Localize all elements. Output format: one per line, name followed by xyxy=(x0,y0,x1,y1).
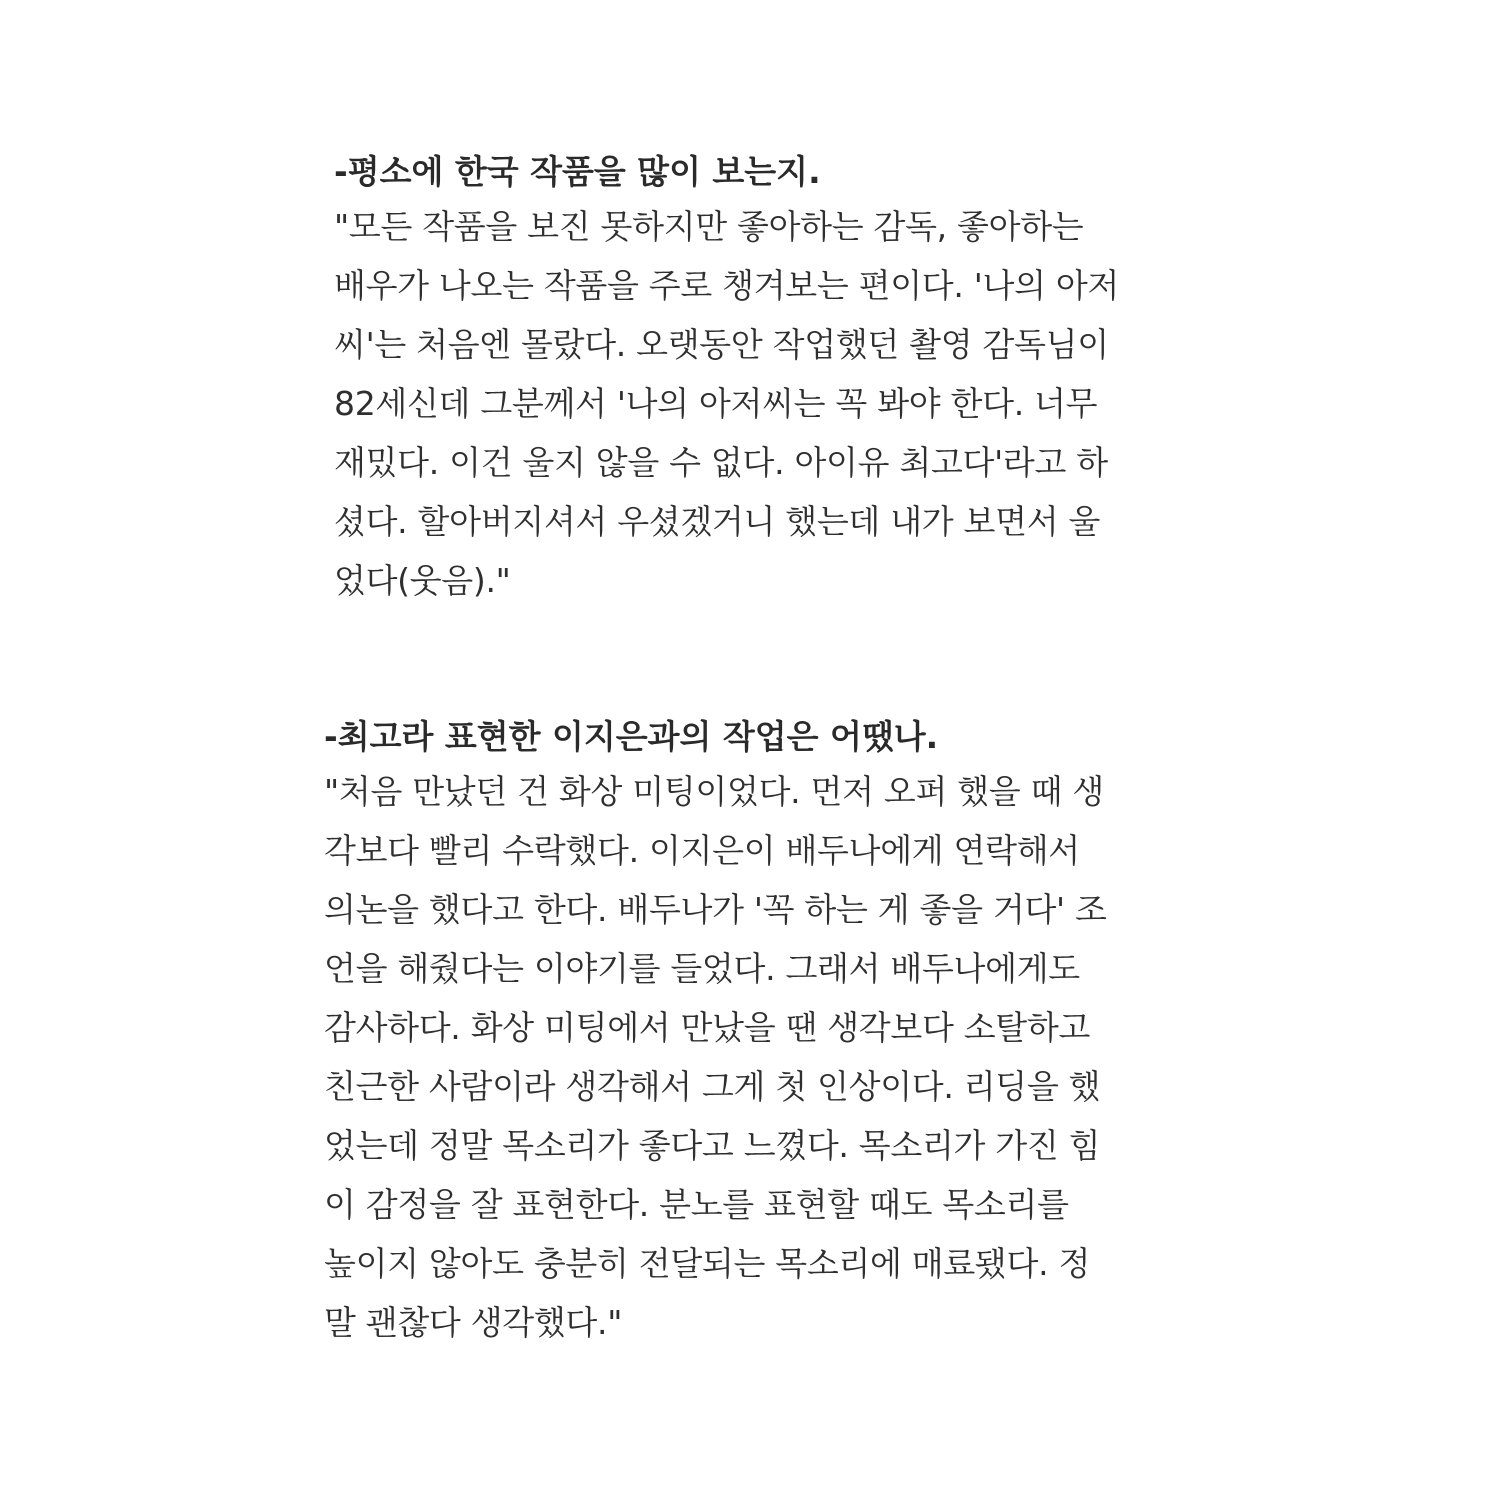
answer-line: 셨다. 할아버지셔서 우셨겠거니 했는데 내가 보면서 울 xyxy=(334,502,1101,541)
answer-line: 말 괜찮다 생각했다." xyxy=(324,1303,623,1342)
answer-line: "모든 작품을 보진 못하지만 좋아하는 감독, 좋아하는 xyxy=(334,207,1084,246)
interview-question: -평소에 한국 작품을 많이 보는지. xyxy=(334,152,821,191)
answer-line: 의논을 했다고 한다. 배두나가 '꼭 하는 게 좋을 거다' 조 xyxy=(324,890,1107,929)
interview-section-1 xyxy=(334,147,1194,610)
answer-line: 었는데 정말 목소리가 좋다고 느꼈다. 목소리가 가진 힘 xyxy=(324,1126,1101,1165)
answer-line: 감사하다. 화상 미팅에서 만났을 땐 생각보다 소탈하고 xyxy=(324,1008,1091,1047)
answer-line: 82세신데 그분께서 '나의 아저씨는 꼭 봐야 한다. 너무 xyxy=(334,384,1098,423)
answer-line: 각보다 빨리 수락했다. 이지은이 배두나에게 연락해서 xyxy=(324,831,1080,870)
answer-line: 었다(웃음)." xyxy=(334,561,511,600)
interview-question: -최고라 표현한 이지은과의 작업은 어땠나. xyxy=(324,717,939,756)
answer-line: 이 감정을 잘 표현한다. 분노를 표현할 때도 목소리를 xyxy=(324,1185,1069,1224)
answer-line: 언을 해줬다는 이야기를 들었다. 그래서 배두나에게도 xyxy=(324,949,1080,988)
answer-line: "처음 만났던 건 화상 미팅이었다. 먼저 오퍼 했을 때 생 xyxy=(324,772,1104,811)
interview-answer xyxy=(334,197,1194,610)
answer-line: 친근한 사람이라 생각해서 그게 첫 인상이다. 리딩을 했 xyxy=(324,1067,1101,1106)
answer-line: 배우가 나오는 작품을 주로 챙겨보는 편이다. '나의 아저 xyxy=(334,266,1120,305)
answer-line: 재밌다. 이건 울지 않을 수 없다. 아이유 최고다'라고 하 xyxy=(334,443,1108,482)
answer-line: 씨'는 처음엔 몰랐다. 오랫동안 작업했던 촬영 감독님이 xyxy=(334,325,1109,364)
interview-section-2 xyxy=(324,712,1184,1352)
answer-line: 높이지 않아도 충분히 전달되는 목소리에 매료됐다. 정 xyxy=(324,1244,1091,1283)
interview-answer xyxy=(324,762,1184,1352)
